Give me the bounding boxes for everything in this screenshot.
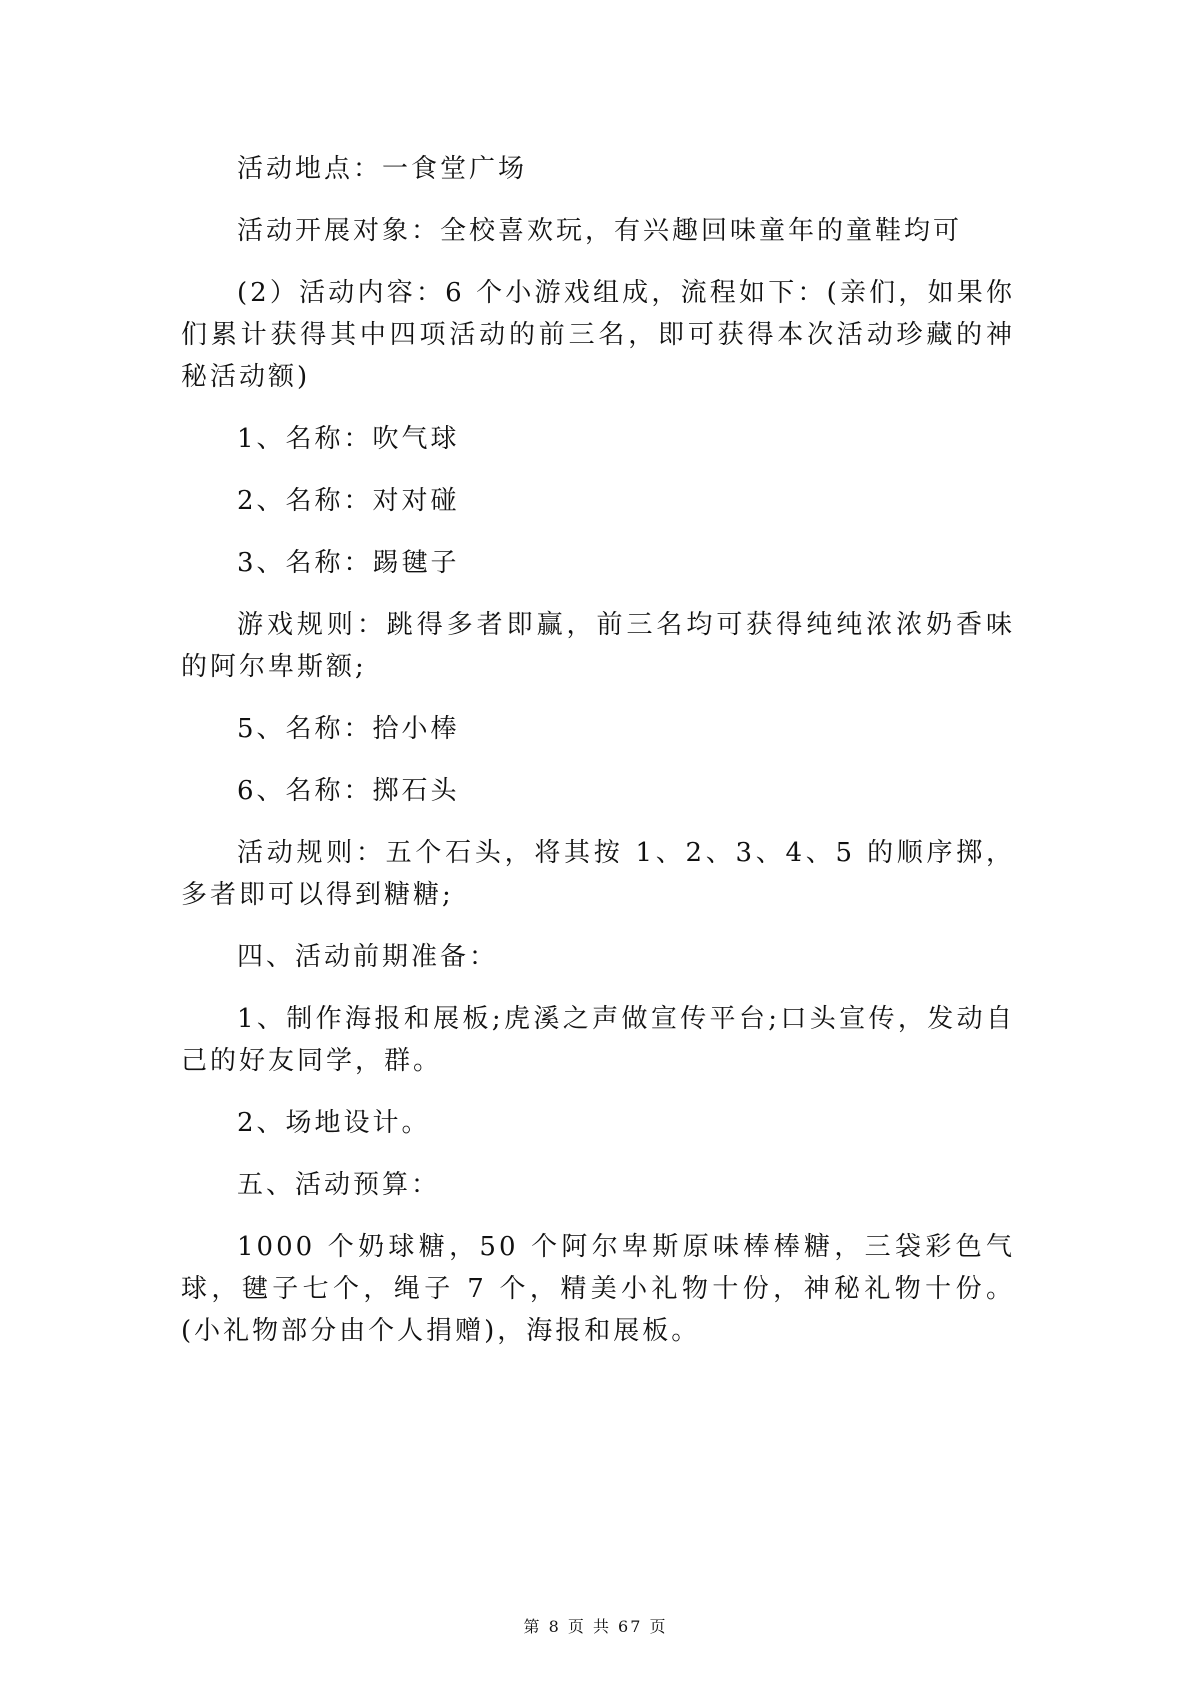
document-body <box>181 148 1015 1372</box>
paragraph-preparation-2: 2、场地设计。 <box>237 1108 431 1138</box>
paragraph-game-5: 5、名称：拾小棒 <box>237 714 460 744</box>
page-number-footer: 第 8 页 共 67 页 <box>523 1617 668 1636</box>
paragraph-game-6: 6、名称：掷石头 <box>237 776 460 806</box>
section-heading-budget: 五、活动预算： <box>237 1170 441 1200</box>
section-heading-preparation: 四、活动前期准备： <box>237 942 499 972</box>
paragraph-game-rules: 游戏规则：跳得多者即赢，前三名均可获得纯纯浓浓奶香味的阿尔卑斯额; <box>181 610 1015 682</box>
paragraph-game-3: 3、名称：踢毽子 <box>237 548 460 578</box>
paragraph-game-2: 2、名称：对对碰 <box>237 486 460 516</box>
paragraph-activity-content: (2）活动内容：6 个小游戏组成，流程如下：(亲们，如果你们累计获得其中四项活动的前三名，即可获得本次活动珍藏的神秘活动额) <box>181 278 1015 392</box>
paragraph-game-1: 1、名称：吹气球 <box>237 424 460 454</box>
paragraph-activity-rules: 活动规则：五个石头，将其按 1、2、3、4、5 的顺序掷，多者即可以得到糖糖; <box>181 838 1015 910</box>
paragraph-budget: 1000 个奶球糖，50 个阿尔卑斯原味棒棒糖，三袋彩色气球，毽子七个，绳子 7 个，精美小礼物十份，神秘礼物十份。(小礼物部分由个人捐赠)，海报和展板。 <box>181 1232 1015 1346</box>
paragraph-location: 活动地点：一食堂广场 <box>237 154 528 184</box>
paragraph-preparation-1: 1、制作海报和展板;虎溪之声做宣传平台;口头宣传，发动自己的好友同学，群。 <box>181 1004 1015 1076</box>
paragraph-target-audience: 活动开展对象：全校喜欢玩，有兴趣回味童年的童鞋均可 <box>237 216 963 246</box>
